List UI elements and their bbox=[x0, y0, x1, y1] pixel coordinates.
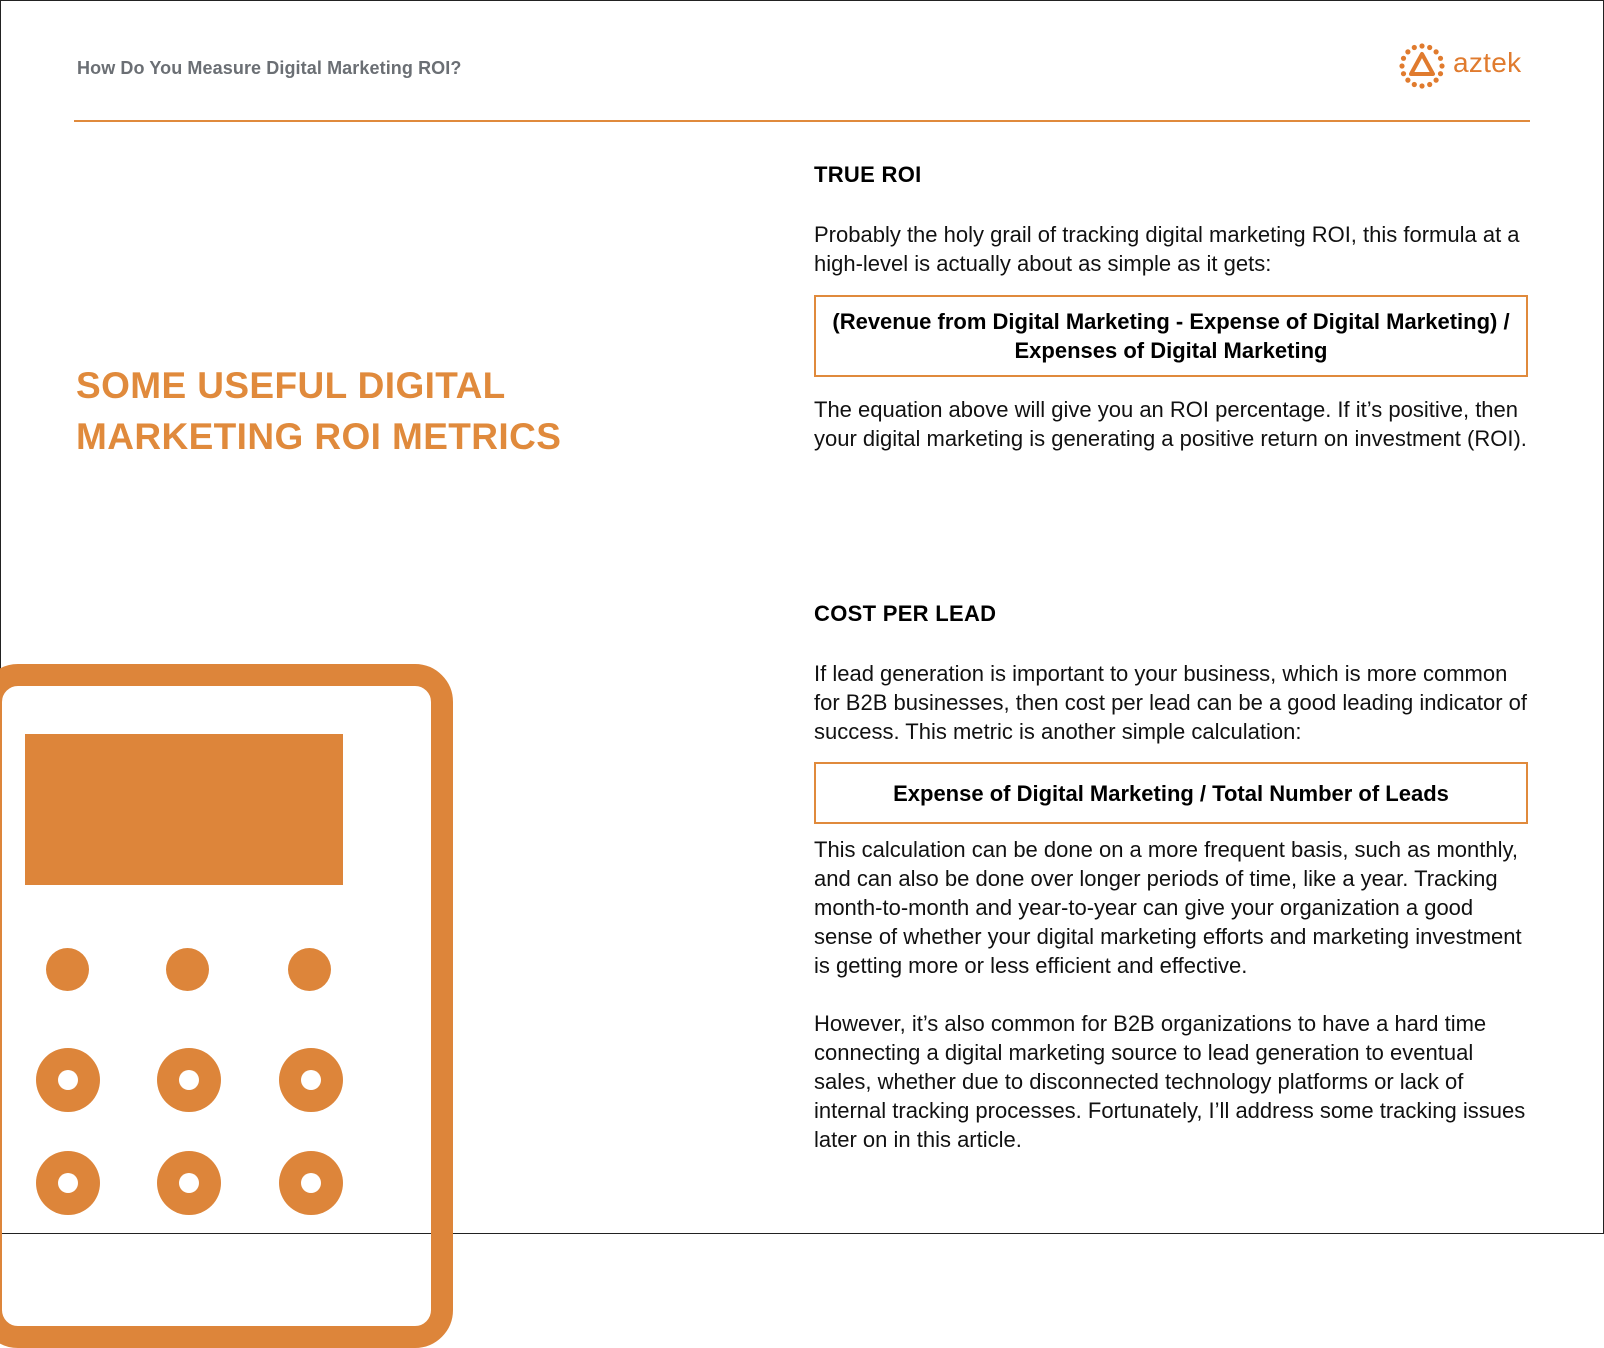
calculator-key bbox=[288, 948, 331, 991]
calculator-screen bbox=[25, 734, 343, 885]
cost-per-lead-heading: COST PER LEAD bbox=[814, 601, 997, 626]
section-heading bbox=[76, 360, 636, 462]
section-heading-line-1: SOME USEFUL DIGITAL bbox=[76, 365, 506, 406]
cost-per-lead-formula: Expense of Digital Marketing / Total Number of Leads bbox=[893, 780, 1449, 806]
logo-wordmark: aztek bbox=[1453, 47, 1522, 78]
true-roi-heading: TRUE ROI bbox=[814, 162, 922, 187]
section-heading-line-2: MARKETING ROI METRICS bbox=[76, 416, 562, 457]
calculator-key bbox=[157, 1048, 221, 1112]
cost-per-lead-intro: If lead generation is important to your business, which is more common for B2B businesses, then cost per lead can be a good leading indicator of success. This metric is another simple calculation: bbox=[814, 661, 1528, 744]
aztek-logo bbox=[1399, 43, 1521, 89]
calculator-key bbox=[279, 1151, 343, 1215]
cost-per-lead-formula-box bbox=[814, 762, 1528, 824]
calculator-key bbox=[36, 1048, 100, 1112]
cost-per-lead-paragraph-2: However, it’s also common for B2B organizations to have a hard time connecting a digital marketing source to lead generation to eventual sales, whether due to disconnected technology platforms or lack of internal tracking processes. Fortunately, I’ll address some tracking issues later on in this article. bbox=[814, 1011, 1526, 1152]
calculator-key bbox=[46, 948, 89, 991]
aztek-sun-icon bbox=[1399, 43, 1445, 89]
calculator-key bbox=[157, 1151, 221, 1215]
cost-per-lead-paragraph-1: This calculation can be done on a more frequent basis, such as monthly, and can also be done over longer periods of time, like a year. Tracking month-to-month and year-to-year can give your organization a good sense of whether your digital marketing efforts and marketing investment is getting more or less efficient and effective. bbox=[814, 837, 1522, 978]
true-roi-formula-line-1: (Revenue from Digital Marketing - Expense of Digital Marketing) / bbox=[832, 309, 1510, 334]
true-roi-formula-line-2: Expenses of Digital Marketing bbox=[1014, 338, 1328, 363]
document-header-title: How Do You Measure Digital Marketing ROI? bbox=[77, 58, 462, 78]
true-roi-explanation: The equation above will give you an ROI percentage. If it’s positive, then your digital marketing is generating a positive return on investment (ROI). bbox=[814, 397, 1527, 451]
true-roi-intro: Probably the holy grail of tracking digital marketing ROI, this formula at a high-level is actually about as simple as it gets: bbox=[814, 222, 1520, 276]
true-roi-formula-box bbox=[814, 295, 1528, 377]
calculator-key bbox=[166, 948, 209, 991]
header-divider bbox=[74, 120, 1530, 122]
calculator-key bbox=[279, 1048, 343, 1112]
calculator-key bbox=[36, 1151, 100, 1215]
